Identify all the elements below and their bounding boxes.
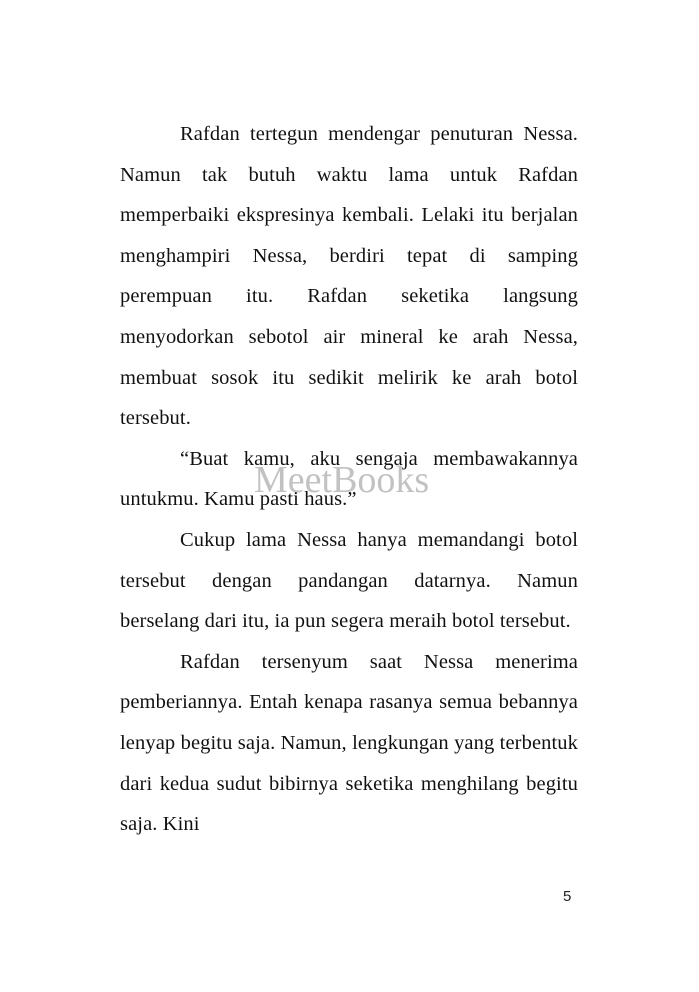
page-number: 5 <box>563 888 572 905</box>
paragraph-2: “Buat kamu, aku sengaja membawakannya untukmu. Kamu pasti haus.” <box>120 447 578 511</box>
paragraph-1: Rafdan tertegun mendengar penuturan Nessa. Namun tak butuh waktu lama untuk Rafdan memperbaiki ekspresinya kembali. Lelaki itu berjalan menghampiri Nessa, berdiri tepat di samping perempuan itu. Rafdan seketika langsung menyodorkan sebotol air mineral ke arah Nessa, membuat sosok itu sedikit melirik ke arah botol tersebut. <box>120 123 578 430</box>
paragraph-3: Cukup lama Nessa hanya memandangi botol tersebut dengan pandangan datarnya. Namun berselang dari itu, ia pun segera meraih botol tersebut. <box>120 528 578 633</box>
body-text <box>120 114 578 845</box>
watermark: MeetBooks <box>254 459 430 501</box>
paragraph-4: Rafdan tersenyum saat Nessa menerima pemberiannya. Entah kenapa rasanya semua bebannya lenyap begitu saja. Namun, lengkungan yang terbentuk dari kedua sudut bibirnya seketika menghilang begitu saja. Kini <box>120 650 578 836</box>
